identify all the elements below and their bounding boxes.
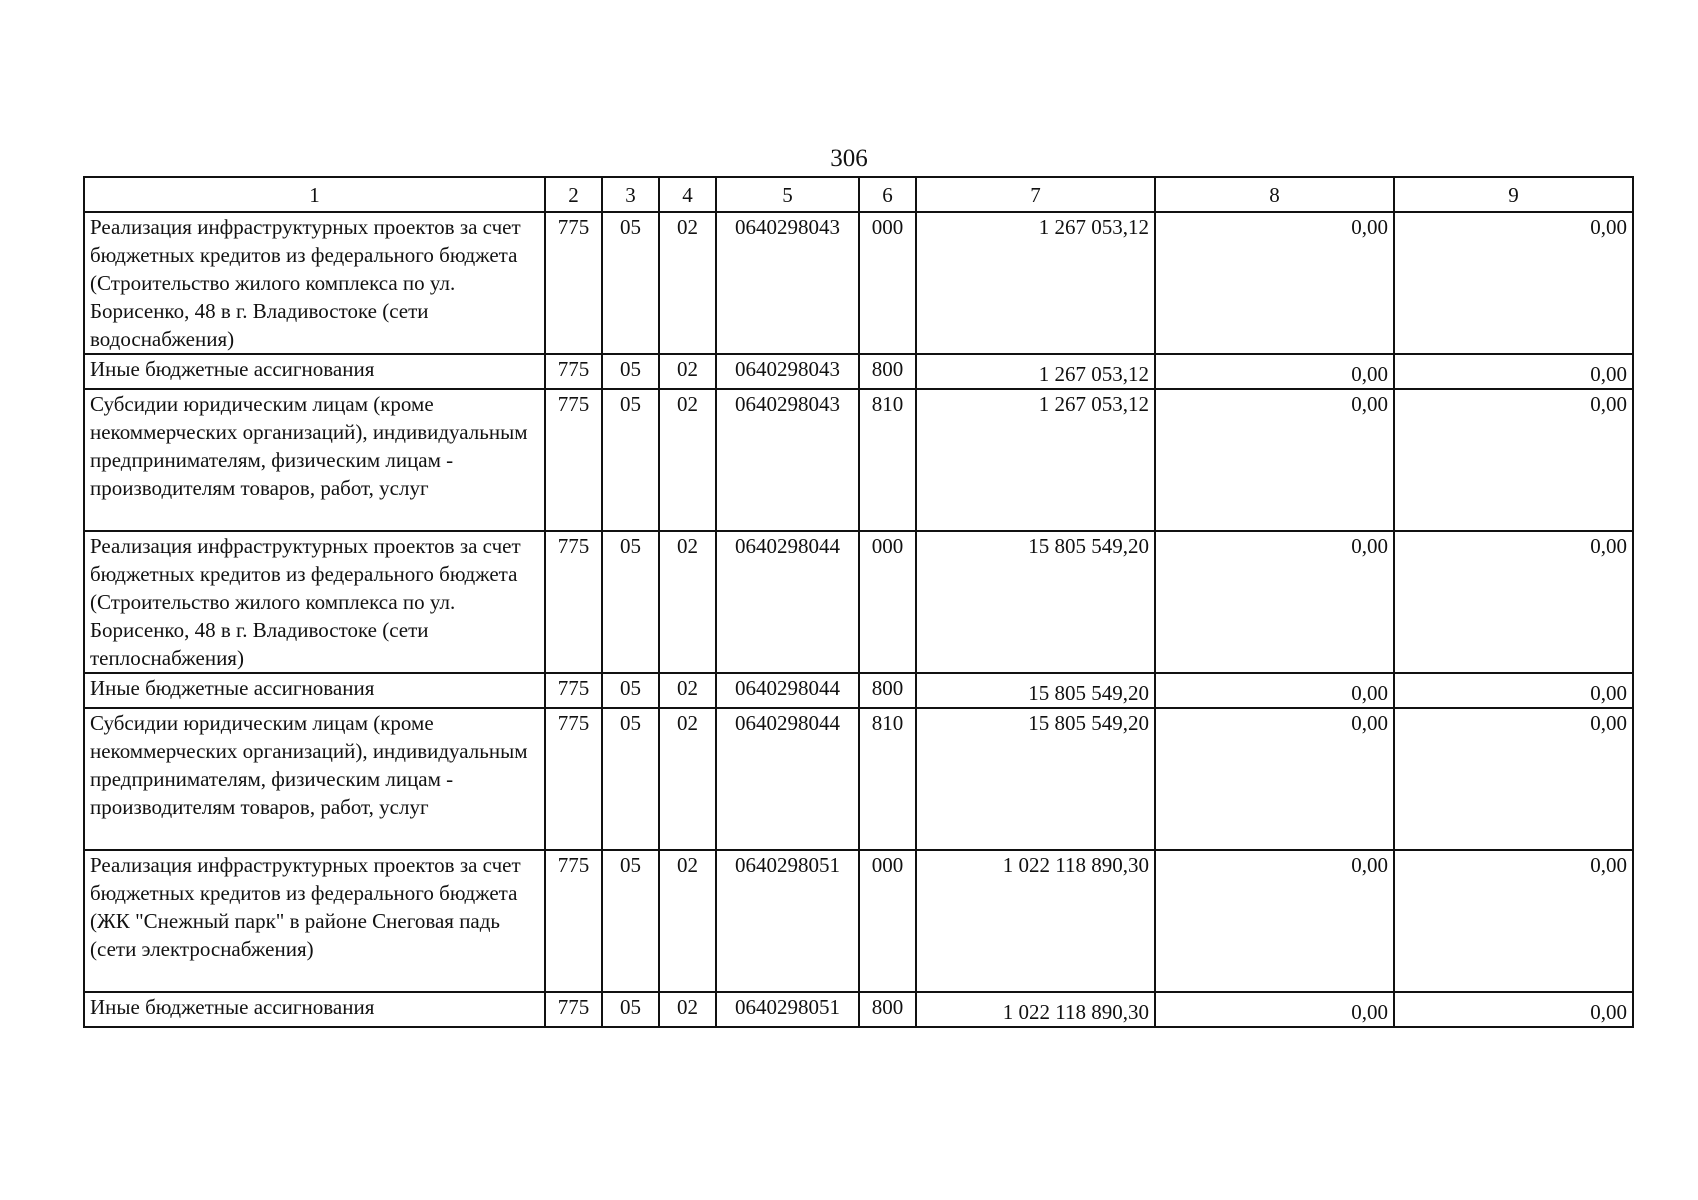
column-number: 1	[84, 177, 545, 212]
amount-col-9: 0,00	[1394, 354, 1633, 389]
amount-col-8: 0,00	[1155, 992, 1394, 1027]
amount-col-7: 1 267 053,12	[916, 354, 1155, 389]
ministry-code: 775	[545, 354, 602, 389]
expense-name: Иные бюджетные ассигнования	[84, 673, 545, 708]
section-code: 05	[602, 673, 659, 708]
subsection-code: 02	[659, 673, 716, 708]
amount-col-8: 0,00	[1155, 389, 1394, 531]
target-article-code: 0640298044	[716, 673, 859, 708]
column-number: 7	[916, 177, 1155, 212]
amount-col-7: 1 022 118 890,30	[916, 850, 1155, 992]
budget-table	[83, 176, 1634, 1028]
column-number: 9	[1394, 177, 1633, 212]
amount-col-7: 15 805 549,20	[916, 531, 1155, 673]
target-article-code: 0640298044	[716, 708, 859, 850]
amount-col-9: 0,00	[1394, 673, 1633, 708]
section-code: 05	[602, 992, 659, 1027]
expense-type-code: 000	[859, 212, 916, 354]
amount-col-7: 15 805 549,20	[916, 673, 1155, 708]
ministry-code: 775	[545, 531, 602, 673]
section-code: 05	[602, 850, 659, 992]
subsection-code: 02	[659, 212, 716, 354]
expense-name: Реализация инфраструктурных проектов за счет бюджетных кредитов из федерального бюджета (ЖК "Снежный парк" в районе Снеговая падь (сети электроснабжения)	[84, 850, 545, 992]
target-article-code: 0640298043	[716, 212, 859, 354]
column-number: 5	[716, 177, 859, 212]
amount-col-8: 0,00	[1155, 708, 1394, 850]
amount-col-9: 0,00	[1394, 531, 1633, 673]
amount-col-8: 0,00	[1155, 673, 1394, 708]
table-row	[84, 531, 1633, 673]
expense-type-code: 800	[859, 354, 916, 389]
amount-col-8: 0,00	[1155, 354, 1394, 389]
column-number: 3	[602, 177, 659, 212]
subsection-code: 02	[659, 354, 716, 389]
table-row	[84, 212, 1633, 354]
expense-name: Субсидии юридическим лицам (кроме некоммерческих организаций), индивидуальным предпринимателям, физическим лицам - производителям товаров, работ, услуг	[84, 708, 545, 850]
subsection-code: 02	[659, 708, 716, 850]
section-code: 05	[602, 389, 659, 531]
amount-col-8: 0,00	[1155, 212, 1394, 354]
amount-col-9: 0,00	[1394, 850, 1633, 992]
amount-col-7: 1 267 053,12	[916, 212, 1155, 354]
section-code: 05	[602, 708, 659, 850]
subsection-code: 02	[659, 531, 716, 673]
expense-type-code: 800	[859, 992, 916, 1027]
target-article-code: 0640298044	[716, 531, 859, 673]
amount-col-8: 0,00	[1155, 850, 1394, 992]
header-row	[84, 177, 1633, 212]
table-row	[84, 708, 1633, 850]
expense-type-code: 810	[859, 389, 916, 531]
expense-name: Реализация инфраструктурных проектов за счет бюджетных кредитов из федерального бюджета (Строительство жилого комплекса по ул. Борисенко, 48 в г. Владивостоке (сети теплоснабжения)	[84, 531, 545, 673]
table-row	[84, 673, 1633, 708]
subsection-code: 02	[659, 850, 716, 992]
target-article-code: 0640298043	[716, 389, 859, 531]
ministry-code: 775	[545, 708, 602, 850]
expense-name: Иные бюджетные ассигнования	[84, 354, 545, 389]
ministry-code: 775	[545, 212, 602, 354]
column-number: 4	[659, 177, 716, 212]
table-row	[84, 992, 1633, 1027]
expense-name: Реализация инфраструктурных проектов за счет бюджетных кредитов из федерального бюджета (Строительство жилого комплекса по ул. Борисенко, 48 в г. Владивостоке (сети водоснабжения)	[84, 212, 545, 354]
expense-type-code: 810	[859, 708, 916, 850]
amount-col-9: 0,00	[1394, 212, 1633, 354]
column-number: 2	[545, 177, 602, 212]
ministry-code: 775	[545, 992, 602, 1027]
expense-type-code: 800	[859, 673, 916, 708]
expense-type-code: 000	[859, 531, 916, 673]
amount-col-9: 0,00	[1394, 992, 1633, 1027]
target-article-code: 0640298051	[716, 850, 859, 992]
column-number: 6	[859, 177, 916, 212]
section-code: 05	[602, 212, 659, 354]
amount-col-9: 0,00	[1394, 708, 1633, 850]
amount-col-7: 1 267 053,12	[916, 389, 1155, 531]
expense-name: Иные бюджетные ассигнования	[84, 992, 545, 1027]
table-row	[84, 850, 1633, 992]
section-code: 05	[602, 531, 659, 673]
amount-col-7: 1 022 118 890,30	[916, 992, 1155, 1027]
expense-type-code: 000	[859, 850, 916, 992]
subsection-code: 02	[659, 389, 716, 531]
section-code: 05	[602, 354, 659, 389]
amount-col-7: 15 805 549,20	[916, 708, 1155, 850]
target-article-code: 0640298043	[716, 354, 859, 389]
ministry-code: 775	[545, 850, 602, 992]
page-number: 306	[830, 145, 868, 172]
ministry-code: 775	[545, 389, 602, 531]
amount-col-9: 0,00	[1394, 389, 1633, 531]
table-row	[84, 389, 1633, 531]
column-number: 8	[1155, 177, 1394, 212]
amount-col-8: 0,00	[1155, 531, 1394, 673]
subsection-code: 02	[659, 992, 716, 1027]
target-article-code: 0640298051	[716, 992, 859, 1027]
ministry-code: 775	[545, 673, 602, 708]
table-row	[84, 354, 1633, 389]
expense-name: Субсидии юридическим лицам (кроме некоммерческих организаций), индивидуальным предпринимателям, физическим лицам - производителям товаров, работ, услуг	[84, 389, 545, 531]
